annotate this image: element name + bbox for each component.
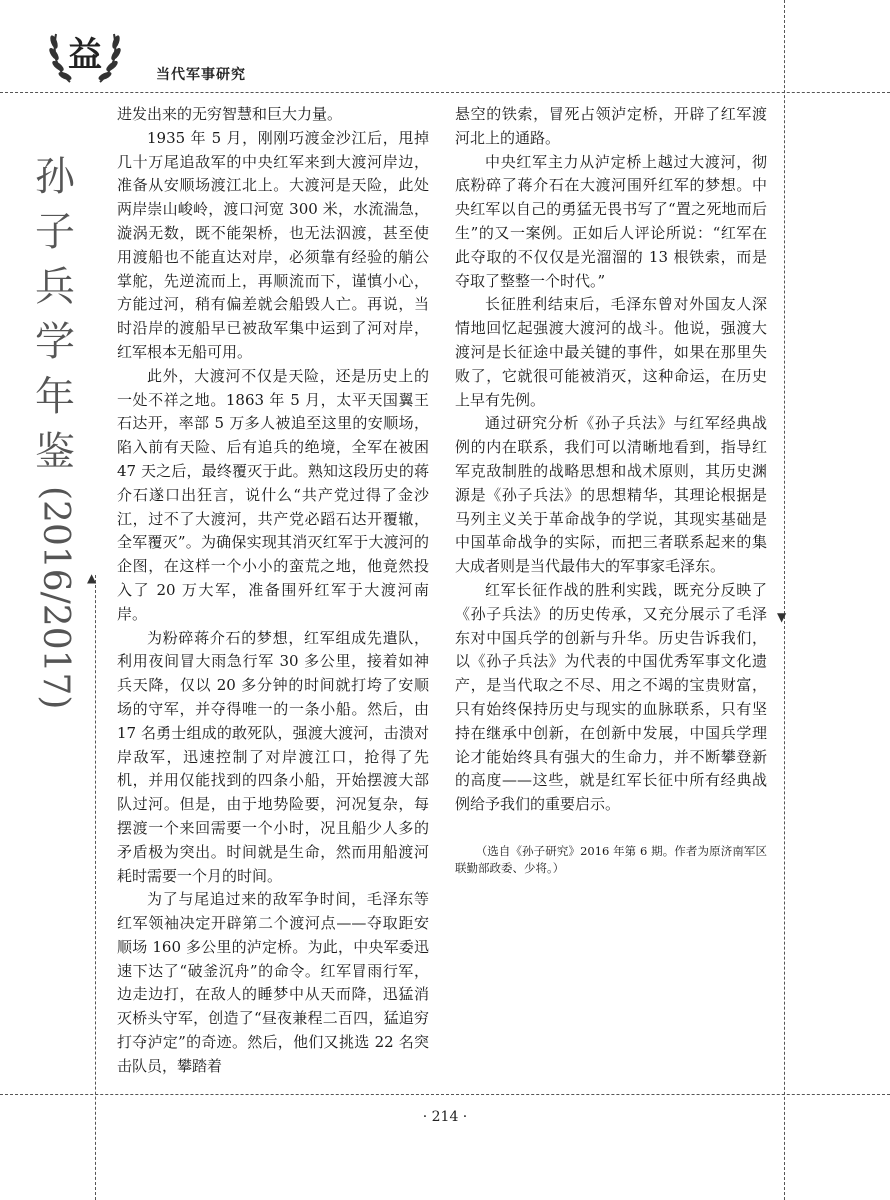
source-note: （选自《孙子研究》2016 年第 6 期。作者为原济南军区联勤部政委、少将。） <box>455 843 767 875</box>
laurel-emblem-icon <box>42 12 128 94</box>
paragraph: 通过研究分析《孙子兵法》与红军经典战例的内在联系，我们可以清晰地看到，指导红军克敌制胜的战略思想和战术原则，其历史渊源是《孙子兵法》的思想精华，其理论根据是马列主义关于革命战争的学说，其现实基础是中国革命战争的实际，而把三者联系起来的集大成者则是当代最伟大的军事家毛泽东。 <box>455 414 767 576</box>
book-title-char: 鉴 <box>35 429 75 475</box>
book-title-char: 子 <box>35 209 75 255</box>
paragraph: 长征胜利结束后，毛泽东曾对外国友人深情地回忆起强渡大渡河的战斗。他说，强渡大渡河是长征途中最关键的事件，如果在那里失败了，它就很可能被消灭，这种命运，在历史上早有先例。 <box>455 295 767 409</box>
text-column-right <box>455 103 767 877</box>
paragraph: 1935 年 5 月，刚刚巧渡金沙江后，甩掉几十万尾追敌军的中央红军来到大渡河岸边，准备从安顺场渡江北上。大渡河是天险，此处两岸崇山峻岭，渡口河宽 300 米，水流湍急，漩涡无数，既不能架桥，也无法泅渡，甚至使用渡船也不能直达对岸，必须靠有经验的艄公掌舵，先逆流而上，再顺流而下，谨慎小心，方能过河，稍有偏差就会船毁人亡。再说，当时沿岸的渡船早已被敌军集中运到了河对岸，红军根本无船可用。 <box>117 128 429 361</box>
right-margin-rule <box>784 0 785 1200</box>
journal-section-title: 当代军事研究 <box>156 67 246 83</box>
book-year: (2016/2017) <box>35 486 76 710</box>
down-arrow-icon: ▼ <box>777 610 787 624</box>
paragraph: 此外，大渡河不仅是天险，还是历史上的一处不祥之地。1863 年 5 月，太平天国翼王石达开，率部 5 万多人被追至这里的安顺场，陷入前有天险、后有追兵的绝境，全军在被困 47 天之后，最终覆灭于此。熟知这段历史的蒋介石遂口出狂言，说什么“共产党过得了金沙江，过不了大渡河，共产党必蹈石达开覆辙，全军覆灭”。为确保实现其消灭红军于大渡河的企图，在这样一个小小的蛮荒之地，他竟然投入了 20 万大军，准备围歼红军于大渡河南岸。 <box>117 366 429 623</box>
emblem-character: 益 <box>68 35 102 75</box>
paragraph: 红军长征作战的胜利实践，既充分反映了《孙子兵法》的历史传承，又充分展示了毛泽东对中国兵学的创新与升华。历史告诉我们，以《孙子兵法》为代表的中国优秀军事文化遗产，是当代取之不尽、用之不竭的宝贵财富，只有始终保持历史与现实的血脉联系，只有坚持在继承中创新，在创新中发展，中国兵学理论才能始终具有强大的生命力，并不断攀登新的高度——这些，就是红军长征中所有经典战例给予我们的重要启示。 <box>455 580 767 814</box>
footer-rule <box>0 1094 890 1095</box>
book-title-char: 孙 <box>35 154 75 200</box>
paragraph: 悬空的铁索，冒死占领泸定桥，开辟了红军渡河北上的通路。 <box>455 105 767 147</box>
paragraph: 进发出来的无穷智慧和巨大力量。 <box>117 105 343 123</box>
paragraph: 中央红军主力从泸定桥上越过大渡河，彻底粉碎了蒋介石在大渡河围歼红军的梦想。中央红军以自己的勇猛无畏书写了“置之死地而后生”的又一案例。正如后人评论所说：“红军在此夺取的不仅仅是光溜溜的 13 根铁索，而是夺取了整整一个时代。” <box>455 152 767 290</box>
book-title-char: 兵 <box>35 264 75 310</box>
paragraph: 为了与尾追过来的敌军争时间，毛泽东等红军领袖决定开辟第二个渡河点——夺取距安顺场 160 多公里的泸定桥。为此，中央军委迅速下达了“破釜沉舟”的命令。红军冒雨行军，边走边打，在敌人的睡梦中从天而降，迅猛消灭桥头守军，创造了“昼夜兼程二百四，猛追穷打夺泸定”的奇迹。然后，他们又挑选 22 名突击队员，攀踏着 <box>117 890 429 1075</box>
page-number: · 214 · <box>422 1109 468 1125</box>
text-column-left <box>117 103 429 1079</box>
book-title-char: 年 <box>35 374 75 420</box>
up-arrow-icon: ▲ <box>87 571 97 585</box>
paragraph: 为粉碎蒋介石的梦想，红军组成先遣队，利用夜间冒大雨急行军 30 多公里，接着如神兵天降，仅以 20 多分钟的时间就打垮了安顺场的守军，并夺得唯一的一条小船。然后，由 17 名勇士组成的敢死队，强渡大渡河，击溃对岸敌军，迅速控制了对岸渡江口，抢得了先机，并用仅能找到的四条小船，开始摆渡大部队过河。但是，由于地势险要，河况复杂，每摆渡一个来回需要一个小时，况且船少人多的矛盾极为突出。时间就是生命，然而用船渡河耗时需要一个月的时间。 <box>117 628 429 885</box>
header-rule <box>0 92 890 93</box>
left-margin-rule <box>95 575 96 1200</box>
book-title-vertical <box>28 150 82 709</box>
book-title-char: 学 <box>35 319 75 365</box>
